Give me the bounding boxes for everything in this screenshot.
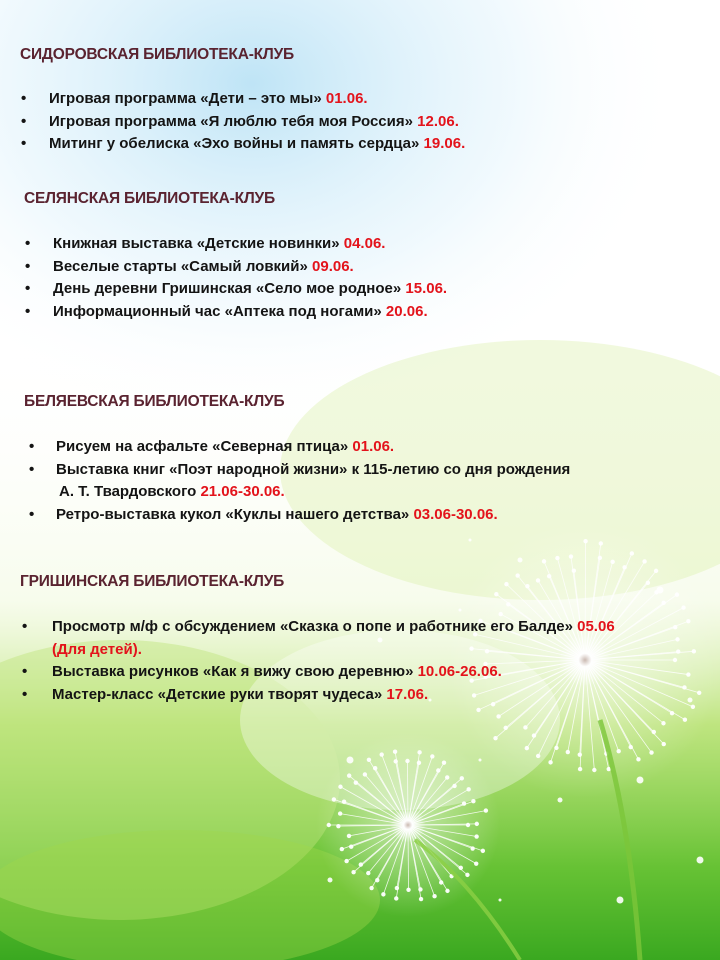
list-item: • Ретро-выставка кукол «Куклы нашего детства» 03.06-30.06. [29,505,498,523]
event-list [22,616,720,706]
list-item: • Информационный час «Аптека под ногами» 20.06. [25,302,428,320]
list-item: • Веселые старты «Самый ловкий» 09.06. [25,257,354,275]
event-list [25,233,720,323]
list-item: • Просмотр м/ф с обсуждением «Сказка о попе и работнике его Балде» 05.06 (Для детей). [22,618,615,658]
list-item: • День деревни Гришинская «Село мое родное» 15.06. [25,280,448,297]
list-item: • Мастер-класс «Детские руки творят чудеса» 17.06. [22,685,429,703]
section-title: БЕЛЯЕВСКАЯ БИБЛИОТЕКА-КЛУБ [24,393,285,410]
list-item: • Игровая программа «Я люблю тебя моя Россия» 12.06. [21,112,459,130]
list-item: • Выставка книг «Поэт народной жизни» к 115-летию со дня рождения А. Т. Твардовского 21.06-30.06. [29,460,571,500]
event-list [21,88,720,156]
list-item: • Выставка рисунков «Как я вижу свою деревню» 10.06-26.06. [22,663,502,680]
section-title: СИДОРОВСКАЯ БИБЛИОТЕКА-КЛУБ [20,46,294,63]
list-item: • Книжная выставка «Детские новинки» 04.06. [25,235,386,252]
section-title: ГРИШИНСКАЯ БИБЛИОТЕКА-КЛУБ [20,573,285,590]
section-title: СЕЛЯНСКАЯ БИБЛИОТЕКА-КЛУБ [24,190,275,207]
list-item: • Рисуем на асфальте «Северная птица» 01.06. [29,438,395,455]
event-list [29,436,720,526]
list-item: • Игровая программа «Дети – это мы» 01.06. [21,90,368,107]
list-item: • Митинг у обелиска «Эхо войны и память сердца» 19.06. [21,135,466,152]
